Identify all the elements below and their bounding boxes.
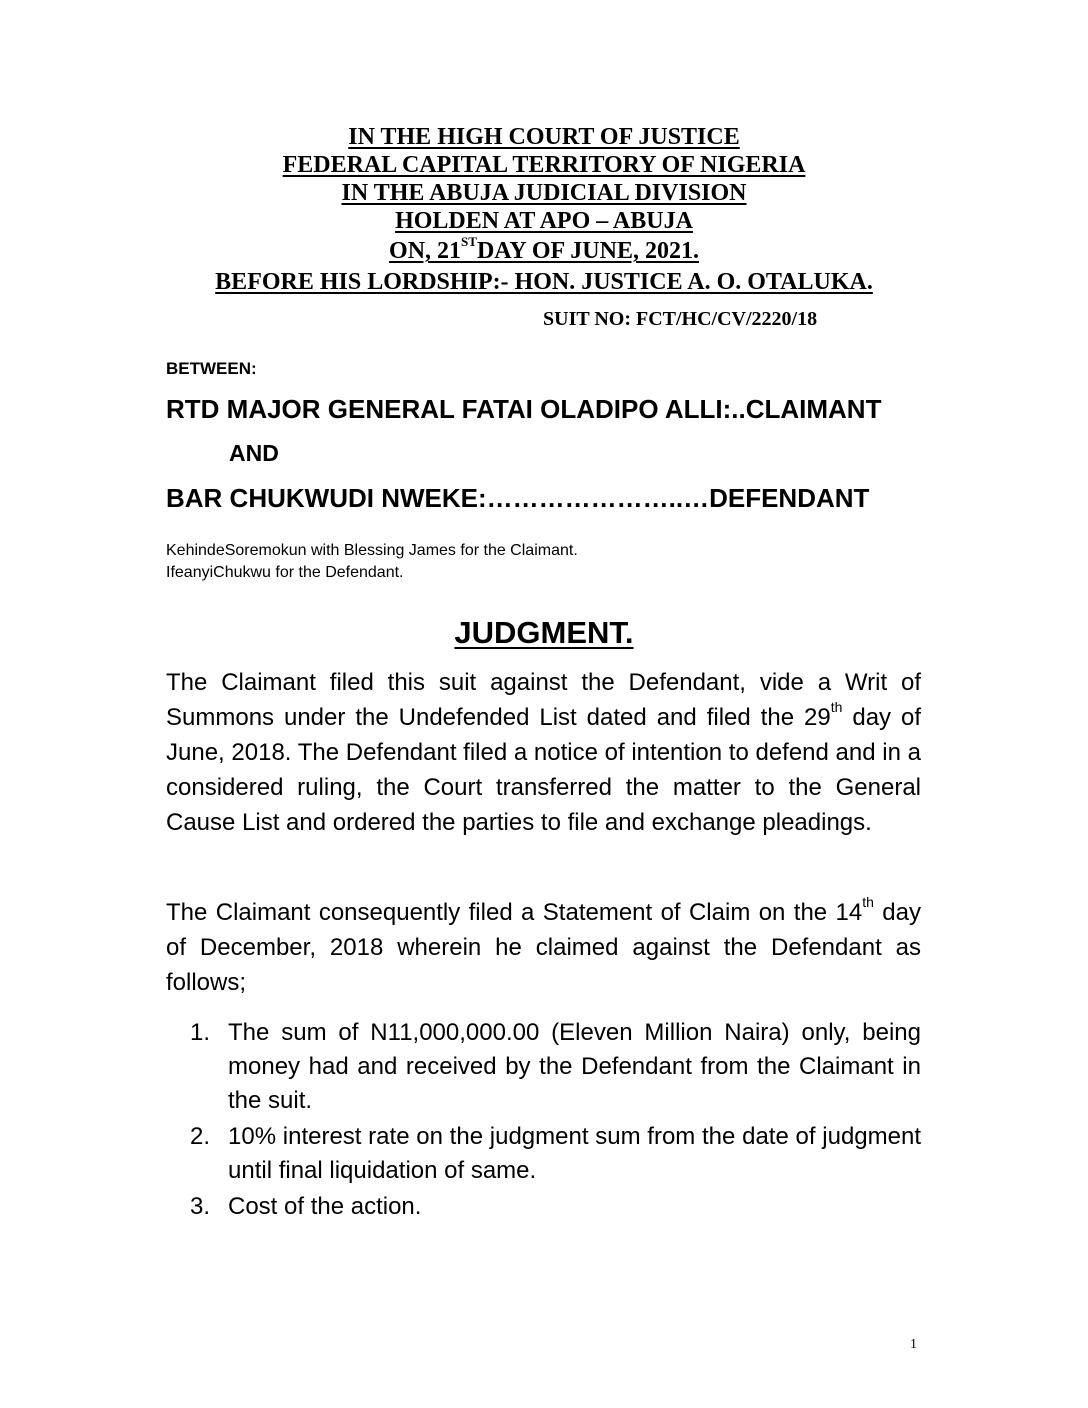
judgment-title: JUDGMENT.	[454, 615, 634, 650]
defendant-counsel: IfeanyiChukwu for the Defendant.	[166, 564, 404, 581]
paragraph-2-text-a: The Claimant consequently filed a Statement of Claim on the 14	[166, 899, 863, 926]
list-item-number: 1.	[190, 1019, 211, 1046]
list-item	[166, 1016, 921, 1118]
court-territory: FEDERAL CAPITAL TERRITORY OF NIGERIA	[282, 152, 806, 178]
court-division: IN THE ABUJA JUDICIAL DIVISION	[341, 180, 747, 206]
list-item	[166, 1120, 921, 1188]
and-label: AND	[229, 440, 279, 466]
court-name: IN THE HIGH COURT OF JUSTICE	[348, 124, 740, 150]
defendant-party: BAR CHUKWUDI NWEKE:…………………..…DEFENDANT	[166, 483, 870, 513]
paragraph-1-ordinal: th	[830, 699, 843, 715]
paragraph-2-text-b: day of December, 2018 wherein he claimed against the Defendant as follows;	[166, 899, 921, 996]
paragraph-1-text-a: The Claimant filed this suit against the Defendant, vide a Writ of Summons under the Undefended List dated and filed the 29	[166, 669, 921, 731]
list-item-number: 3.	[190, 1193, 211, 1220]
paragraph-2	[166, 895, 921, 1000]
page-number: 1	[910, 1337, 917, 1352]
between-label: BETWEEN:	[166, 359, 257, 378]
judgment-date-suffix: ST	[461, 234, 477, 249]
claimant-counsel: KehindeSoremokun with Blessing James for the Claimant.	[166, 542, 578, 559]
presiding-judge: BEFORE HIS LORDSHIP:- HON. JUSTICE A. O. OTALUKA.	[215, 269, 873, 295]
list-item-text: 10% interest rate on the judgment sum from the date of judgment until final liquidation of same.	[228, 1123, 921, 1184]
list-item-text: Cost of the action.	[228, 1193, 422, 1220]
paragraph-2-ordinal: th	[862, 894, 874, 910]
list-item	[166, 1190, 921, 1224]
court-location: HOLDEN AT APO – ABUJA	[395, 208, 693, 234]
judgment-date-day: ON, 21	[389, 238, 462, 264]
paragraph-1	[166, 665, 921, 840]
suit-number: SUIT NO: FCT/HC/CV/2220/18	[543, 308, 818, 330]
list-item-number: 2.	[190, 1123, 211, 1150]
judgment-date	[0, 234, 1088, 265]
list-item-text: The sum of N11,000,000.00 (Eleven Million Naira) only, being money had and received by the Defendant from the Claimant in the suit.	[228, 1019, 921, 1114]
claims-list	[166, 1016, 921, 1226]
claimant-party: RTD MAJOR GENERAL FATAI OLADIPO ALLI:..CLAIMANT	[166, 394, 882, 424]
judgment-date-rest: DAY OF JUNE, 2021.	[476, 238, 699, 264]
paragraph-1-text-b: day of June, 2018. The Defendant filed a notice of intention to defend and in a considered ruling, the Court transferred the matter to the General Cause List and ordered the parties to file and exchange pleadings.	[166, 704, 922, 836]
